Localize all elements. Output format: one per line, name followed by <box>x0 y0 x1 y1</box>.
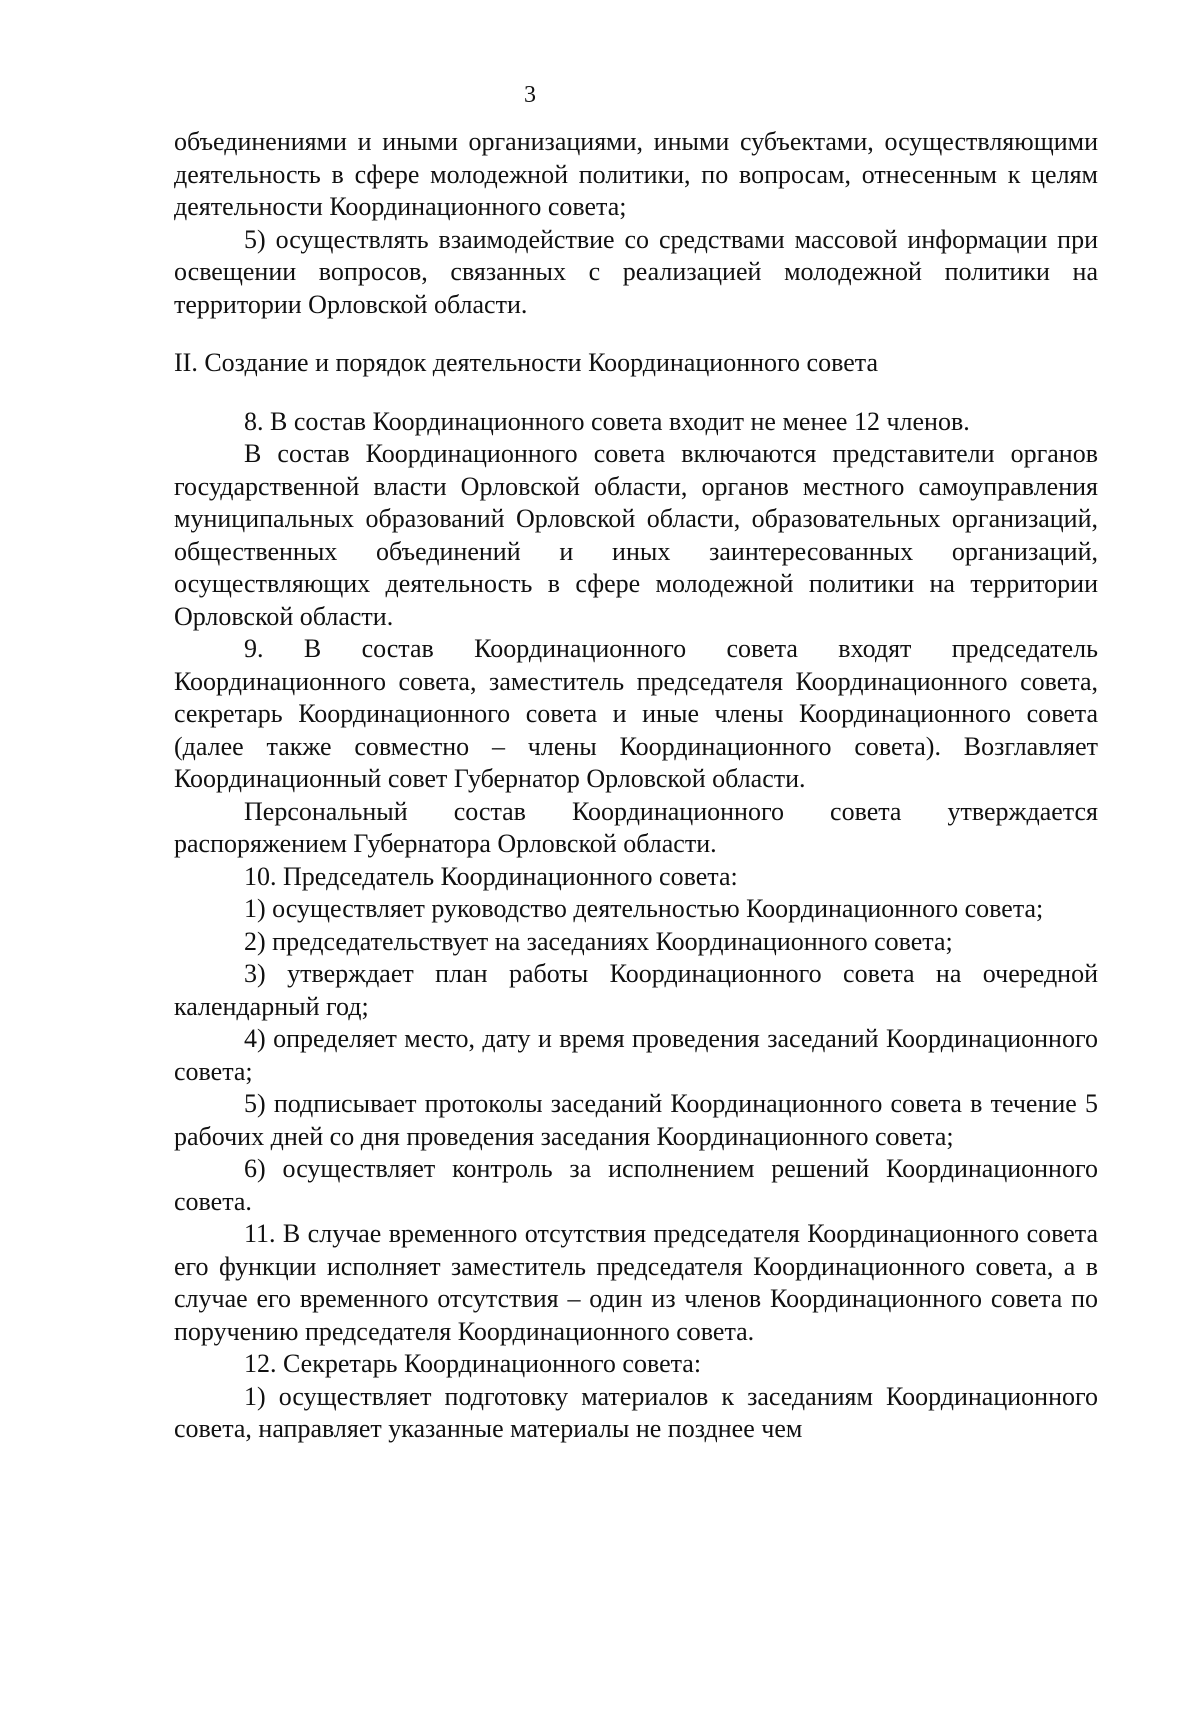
paragraph-personal-composition: Персональный состав Координационного совета утверждается распоряжением Губернатора Орловской области. <box>174 796 1098 858</box>
page-number: 3 <box>524 82 536 108</box>
list-item-10-5: 5) подписывает протоколы заседаний Координационного совета в течение 5 рабочих дней со дня проведения заседания Координационного совета; <box>174 1089 1098 1151</box>
document-body <box>174 126 1098 1446</box>
list-item-10-1: 1) осуществляет руководство деятельностью Координационного совета; <box>244 894 1044 923</box>
paragraph-clause-8: 8. В состав Координационного совета входит не менее 12 членов. <box>244 406 970 436</box>
paragraph-composition: В состав Координационного совета включаются представители органов государственной власти Орловской области, органов местного самоуправления муниципальных образований Орловской области, образовательных организаций, общественных объединений и иных заинтересованных организаций, осуществляющих деятельность в сфере молодежной политики на территории Орловской области. <box>174 439 1098 631</box>
list-item-10-2: 2) председательствует на заседаниях Координационного совета; <box>244 926 953 956</box>
list-item-12-1: 1) осуществляет подготовку материалов к заседаниям Координационного совета, направляет указанные материалы не позднее чем <box>174 1381 1098 1443</box>
list-item-10-6: 6) осуществляет контроль за исполнением решений Координационного совета. <box>174 1154 1098 1216</box>
paragraph-clause-9: 9. В состав Координационного совета входят председатель Координационного совета, заместитель председателя Координационного совета, секретарь Координационного совета и иные члены Координационного совета (далее также совместно – члены Координационного совета). Возглавляет Координационный совет Губернатор Орловской области. <box>174 634 1098 793</box>
list-item-10-3: 3) утверждает план работы Координационного совета на очередной календарный год; <box>174 959 1098 1021</box>
paragraph-clause-12: 12. Секретарь Координационного совета: <box>244 1349 702 1378</box>
paragraph-clause-11: 11. В случае временного отсутствия председателя Координационного совета его функции исполняет заместитель председателя Координационного совета, а в случае его временного отсутствия – один из членов Координационного совета по поручению председателя Координационного совета. <box>174 1219 1098 1346</box>
paragraph-continuation: объединениями и иными организациями, иными субъектами, осуществляющими деятельность в сфере молодежной политики, по вопросам, отнесенным к целям деятельности Координационного совета; <box>174 127 1098 221</box>
list-item-10-4: 4) определяет место, дату и время проведения заседаний Координационного совета; <box>174 1024 1098 1086</box>
paragraph-item-5: 5) осуществлять взаимодействие со средствами массовой информации при освещении вопросов, связанных с реализацией молодежной политики на территории Орловской области. <box>174 224 1098 319</box>
paragraph-clause-10: 10. Председатель Координационного совета: <box>244 861 738 891</box>
section-heading: II. Создание и порядок деятельности Координационного совета <box>174 348 878 377</box>
